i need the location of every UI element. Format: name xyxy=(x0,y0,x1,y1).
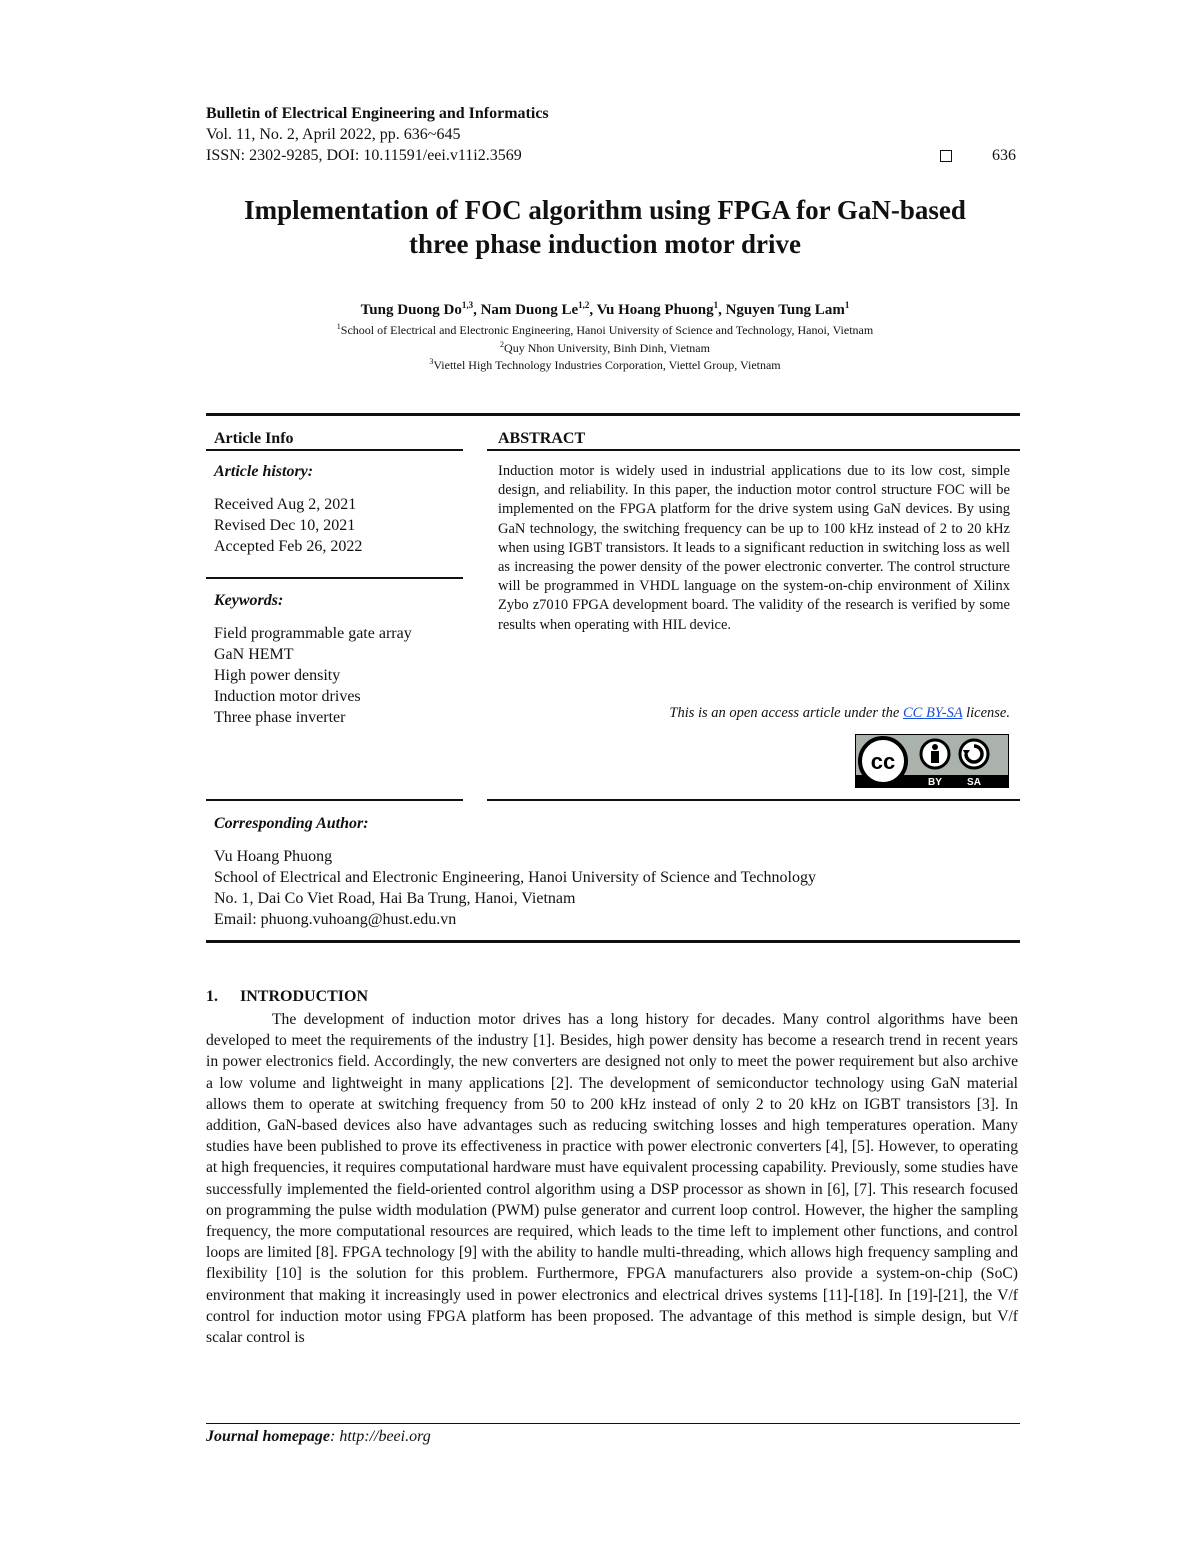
info-box-bottom-rule xyxy=(206,940,1020,943)
accepted-date: Accepted Feb 26, 2022 xyxy=(214,538,363,555)
cc-text: cc xyxy=(870,749,896,774)
section-title: INTRODUCTION xyxy=(240,988,369,1005)
keyword-item: GaN HEMT xyxy=(214,646,294,663)
article-history-heading: Article history: xyxy=(214,463,314,480)
affiliation-text: School of Electrical and Electronic Engineering, Hanoi University of Science and Technology, Hanoi, Vietnam xyxy=(340,323,874,337)
author-name: Nguyen Tung Lam xyxy=(725,302,845,318)
corresponding-affiliation: School of Electrical and Electronic Engineering, Hanoi University of Science and Technology xyxy=(214,869,816,886)
author-sup: 1,3 xyxy=(461,300,474,310)
sa-label: SA xyxy=(967,777,981,788)
affiliation-sup: 1 xyxy=(336,322,341,331)
by-label: BY xyxy=(928,777,942,788)
open-access-note xyxy=(560,705,1010,722)
keyword-item: Induction motor drives xyxy=(214,688,361,705)
author-name: Vu Hoang Phuong xyxy=(596,302,714,318)
affiliation xyxy=(150,357,1060,373)
section-number: 1. xyxy=(206,988,218,1005)
author-sep: , xyxy=(718,302,726,318)
author-name: Tung Duong Do xyxy=(360,302,462,318)
square-icon xyxy=(940,150,952,162)
affiliation-text: Quy Nhon University, Binh Dinh, Vietnam xyxy=(504,341,710,355)
received-date: Received Aug 2, 2021 xyxy=(214,496,357,513)
abstract-text: Induction motor is widely used in industrial applications due to its low cost, simple design, and reliability. In this paper, the induction motor control structure FOC will be implemented on the FPGA platform for the drive system using GaN devices. By using GaN technology, the switching frequency can be up to 100 kHz instead of 2 to 20 kHz when using IGBT transistors. It leads to a significant reduction in switching loss as well as increasing the power density of the power electronic converter. The control structure will be programmed in VHDL language on the system-on-chip environment of Xilinx Zybo z7010 FPGA development board. The validity of the research is verified by some results when operating with HIL device. xyxy=(498,463,1010,633)
affiliation-sup: 3 xyxy=(429,357,434,366)
paper-title xyxy=(150,193,1060,261)
author-sup: 1 xyxy=(713,300,719,310)
author-sup: 1 xyxy=(844,300,850,310)
abstract-rule xyxy=(487,449,1020,451)
introduction-text: The development of induction motor drives has a long history for decades. Many control algorithms have been developed to meet the requirements of the industry [1]. Besides, high power density has become a research trend in recent years in power electronics field. Accordingly, the new converters are designed not only to meet the power requirement but also archive a low volume and lightweight in many applications [2]. The development of semiconductor technology using GaN material allows them to operate at switching frequency from 50 to 200 kHz instead of only 2 to 20 kHz on IGBT transistors [3]. In addition, GaN-based devices also have advantages such as reducing switching losses and high temperatures operation. Many studies have been published to prove its effectiveness in practice with power electronic converters [4], [5]. However, to operating at high frequencies, it requires computational hardware must have equivalent processing capability. Previously, some studies have successfully implemented the field-oriented control algorithm using a DSP processor as shown in [6], [7]. This research focused on programming the pulse width modulation (PWM) pulse generator and current loop control. However, the higher the sampling frequency, the more computational resources are required, which leads to the time left to implement other functions, and control loops are limited [8]. FPGA technology [9] with the ability to handle multi-threading, which allows high frequency sampling and flexibility [10] is the solution for this problem. Furthermore, FPGA manufacturers also provide a system-on-chip (SoC) environment that making it increasingly used in power electronics and electrical drives systems [11]-[18]. In [19]-[21], the V/f control for induction motor using FPGA platform has been proposed. The advantage of this method is simple design, but V/f scalar control is xyxy=(206,1011,1018,1347)
author-list xyxy=(150,300,1060,319)
author-sep: , xyxy=(589,302,597,318)
issn-doi: ISSN: 2302-9285, DOI: 10.11591/eei.v11i2.3569 xyxy=(206,147,522,164)
corresponding-address: No. 1, Dai Co Viet Road, Hai Ba Trung, Hanoi, Vietnam xyxy=(214,890,576,907)
corresponding-name: Vu Hoang Phuong xyxy=(214,848,333,865)
corresponding-email: Email: phuong.vuhoang@hust.edu.vn xyxy=(214,911,457,928)
corresponding-heading: Corresponding Author: xyxy=(214,815,369,832)
open-access-suffix: license. xyxy=(962,705,1010,721)
affiliation xyxy=(150,340,1060,356)
affiliation-text: Viettel High Technology Industries Corporation, Viettel Group, Vietnam xyxy=(433,358,781,372)
history-rule xyxy=(206,577,463,579)
homepage-url[interactable]: : http://beei.org xyxy=(330,1428,431,1445)
introduction-heading xyxy=(206,988,368,1006)
sa-share-icon xyxy=(960,740,988,768)
info-box-top-rule xyxy=(206,413,1020,416)
volume-info: Vol. 11, No. 2, April 2022, pp. 636~645 xyxy=(206,126,461,143)
article-info-rule xyxy=(206,449,463,451)
page-number: 636 xyxy=(992,147,1016,164)
journal-homepage xyxy=(206,1428,431,1446)
author-sep: , xyxy=(473,302,481,318)
author-name: Nam Duong Le xyxy=(480,302,579,318)
by-body xyxy=(931,751,939,763)
by-head xyxy=(932,744,938,750)
keywords-bottom-rule xyxy=(206,799,463,801)
license-link[interactable]: CC BY-SA xyxy=(902,705,963,721)
affiliation-sup: 2 xyxy=(500,340,505,349)
title-line-2: three phase induction motor drive xyxy=(408,229,801,259)
footer-rule xyxy=(206,1423,1020,1424)
abstract-heading: ABSTRACT xyxy=(498,430,586,447)
keyword-item: Three phase inverter xyxy=(214,709,346,726)
keywords-heading: Keywords: xyxy=(214,592,284,609)
open-access-prefix: This is an open access article under the xyxy=(669,705,903,721)
abstract-bottom-rule xyxy=(487,799,1020,801)
affiliation xyxy=(150,322,1060,338)
page-marker xyxy=(940,147,1016,165)
author-sup: 1,2 xyxy=(578,300,590,310)
article-info-heading: Article Info xyxy=(214,430,294,447)
homepage-label: Journal homepage xyxy=(206,1428,331,1445)
cc-by-sa-badge[interactable] xyxy=(855,734,1009,788)
revised-date: Revised Dec 10, 2021 xyxy=(214,517,356,534)
journal-name: Bulletin of Electrical Engineering and Informatics xyxy=(206,105,549,122)
keyword-item: High power density xyxy=(214,667,341,684)
title-line-1: Implementation of FOC algorithm using FPGA for GaN-based xyxy=(244,195,966,225)
keyword-item: Field programmable gate array xyxy=(214,625,412,642)
